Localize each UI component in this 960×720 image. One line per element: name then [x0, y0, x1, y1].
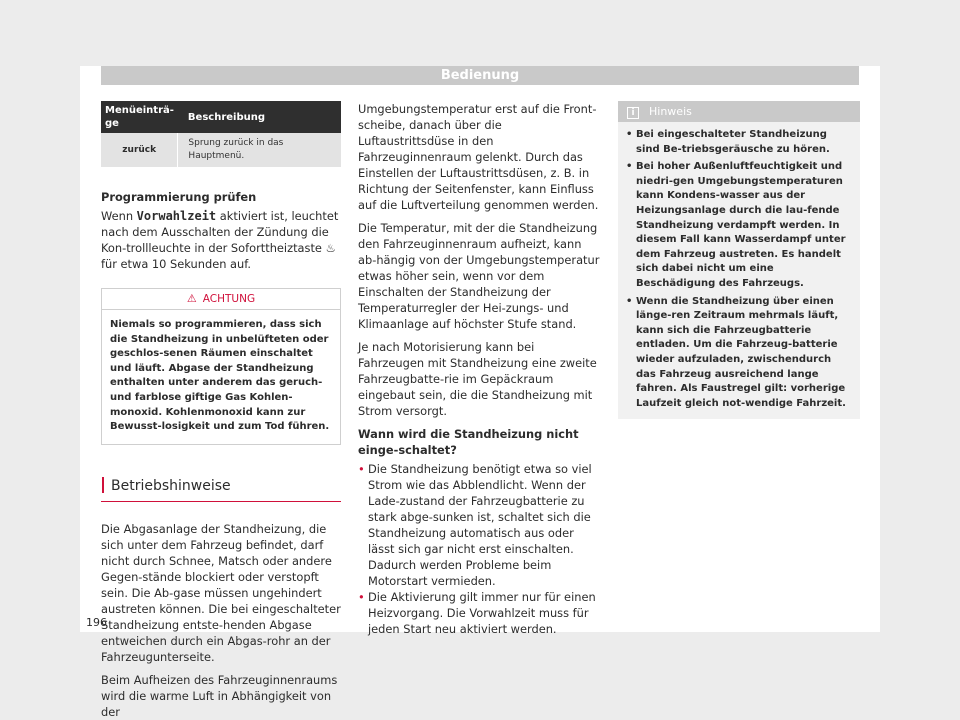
list-item: • Die Standheizung benötigt etwa so viel Strom wie das Abblendlicht. Wenn der Lade-zustand der Fahrzeugbatterie zu stark abge-sunken ist, schaltet sich die Standheizung automatisch aus oder lässt sich gar nicht erst einschalten. Dadurch werden Probleme beim Motorstart vermieden.	[358, 462, 592, 588]
note-box	[618, 101, 860, 419]
heading-nicht-eingeschaltet: Wann wird die Standheizung nicht einge-schaltet?	[358, 427, 579, 457]
warning-box	[101, 288, 341, 445]
paragraph-umgebung: Umgebungstemperatur erst auf die Front-scheibe, danach über die Luftaustrittsdüse in den Fahrzeuginnenraum gelenkt. Durch das Einstellen der Luftaustrittsdüsen, z. B. in Richtung der Seitenfenster, kann Einfluss auf die Luftverteilung genommen werden.	[358, 102, 599, 212]
section-marker	[102, 477, 104, 493]
info-icon: i	[627, 107, 639, 119]
vorwahlzeit-label: Vorwahlzeit	[136, 209, 217, 223]
list-item: • Die Aktivierung gilt immer nur für einen Heizvorgang. Die Vorwahlzeit muss für jeden Start neu aktiviert werden.	[358, 590, 596, 636]
heater-button-icon: ♨	[325, 241, 336, 255]
bullet-icon: •	[626, 295, 633, 307]
list-item: • Bei hoher Außenluftfeuchtigkeit und niedri-gen Umgebungstemperaturen kann Kondens-wasser aus der Heizungsanlage durch die lau-fende Standheizung verdampft werden. In diesem Fall kann Wasserdampf unter dem Fahrzeug austreten. Es handelt sich dabei nicht um eine Beschädigung des Fahrzeugs.	[626, 160, 852, 291]
table-row	[101, 133, 341, 167]
column-right	[618, 101, 860, 419]
paragraph-temperatur: Die Temperatur, mit der die Standheizung den Fahrzeuginnenraum aufheizt, kann ab-hängig von der Umgebungstemperatur etwas höher sein, wenn vor dem Einschalten der Standheizung der Temperaturregler der Hei-zungs- und Klimaanlage auf höchster Stufe stand.	[358, 221, 600, 331]
paragraph-motorisierung: Je nach Motorisierung kann bei Fahrzeugen mit Standheizung eine zweite Fahrzeugbatte-rie im Gepäckraum eingebaut sein, die die Standheizung mit Strom versorgt.	[358, 340, 597, 418]
table-header-entry: Menüeinträ-ge	[101, 101, 178, 133]
list-item: • Wenn die Standheizung über einen länge-ren Zeitraum mehrmals läuft, kann sich die Fahrzeugbatterie entladen. Um die Fahrzeug-batterie wieder aufzuladen, zwischendurch das Fahrzeug ausreichend lange fahren. Als Faustregel gilt: vorherige Laufzeit gleich not-wendige Fahrzeit.	[626, 295, 852, 412]
table-header-description: Beschreibung	[178, 101, 341, 133]
warning-triangle-icon: ⚠	[186, 292, 197, 305]
page-number: 196	[86, 616, 107, 629]
section-title: Betriebshinweise	[101, 477, 341, 502]
heading-programmierung: Programmierung prüfen	[101, 190, 257, 204]
page-header: Bedienung	[101, 66, 859, 85]
column-middle	[358, 101, 601, 637]
warning-text: Niemals so programmieren, dass sich die Standheizung in unbelüfteten oder geschlos-senen Räumen einschaltet und läuft. Abgase der Standheizung enthalten unter anderem das geruch- und farblose giftige Gas Kohlen-monoxid. Kohlenmonoxid kann zur Bewusst-losigkeit und zum Tod führen.	[110, 319, 330, 433]
menu-table	[101, 101, 341, 167]
paragraph-aufheizen: Beim Aufheizen des Fahrzeuginnenraums wird die warme Luft in Abhängigkeit von der	[101, 672, 338, 719]
note-header: i Hinweis	[618, 101, 860, 122]
note-body	[618, 122, 860, 419]
bullet-icon: •	[358, 590, 365, 604]
bullet-icon: •	[626, 129, 633, 140]
paragraph-abgasanlage: Die Abgasanlage der Standheizung, die sich unter dem Fahrzeug befindet, darf nicht durch Schnee, Matsch oder andere Gegen-stände blockiert oder verstopft sein. Die Ab-gase müssen ungehindert austreten können. Die bei eingeschalteter Standheizung entste-henden Abgase entweichen durch ein Abgas-rohr an der Fahrzeugunterseite.	[101, 521, 341, 664]
list-item: • Bei eingeschalteter Standheizung sind Be-triebsgeräusche zu hören.	[626, 128, 852, 157]
bullet-icon: •	[358, 462, 365, 476]
table-cell-description: Sprung zurück in das Hauptmenü.	[178, 133, 341, 167]
warning-header: ⚠ ACHTUNG	[102, 289, 340, 310]
paragraph-programmierung: Wenn Vorwahlzeit aktiviert ist, leuchtet nach dem Ausschalten der Zündung die Kon-trollleuchte in der Soforttheiztaste ♨ für etwa 10 Sekunden auf.	[101, 209, 339, 271]
table-cell-entry: zurück	[101, 133, 178, 167]
column-left	[101, 101, 341, 720]
bullet-icon: •	[626, 161, 633, 173]
